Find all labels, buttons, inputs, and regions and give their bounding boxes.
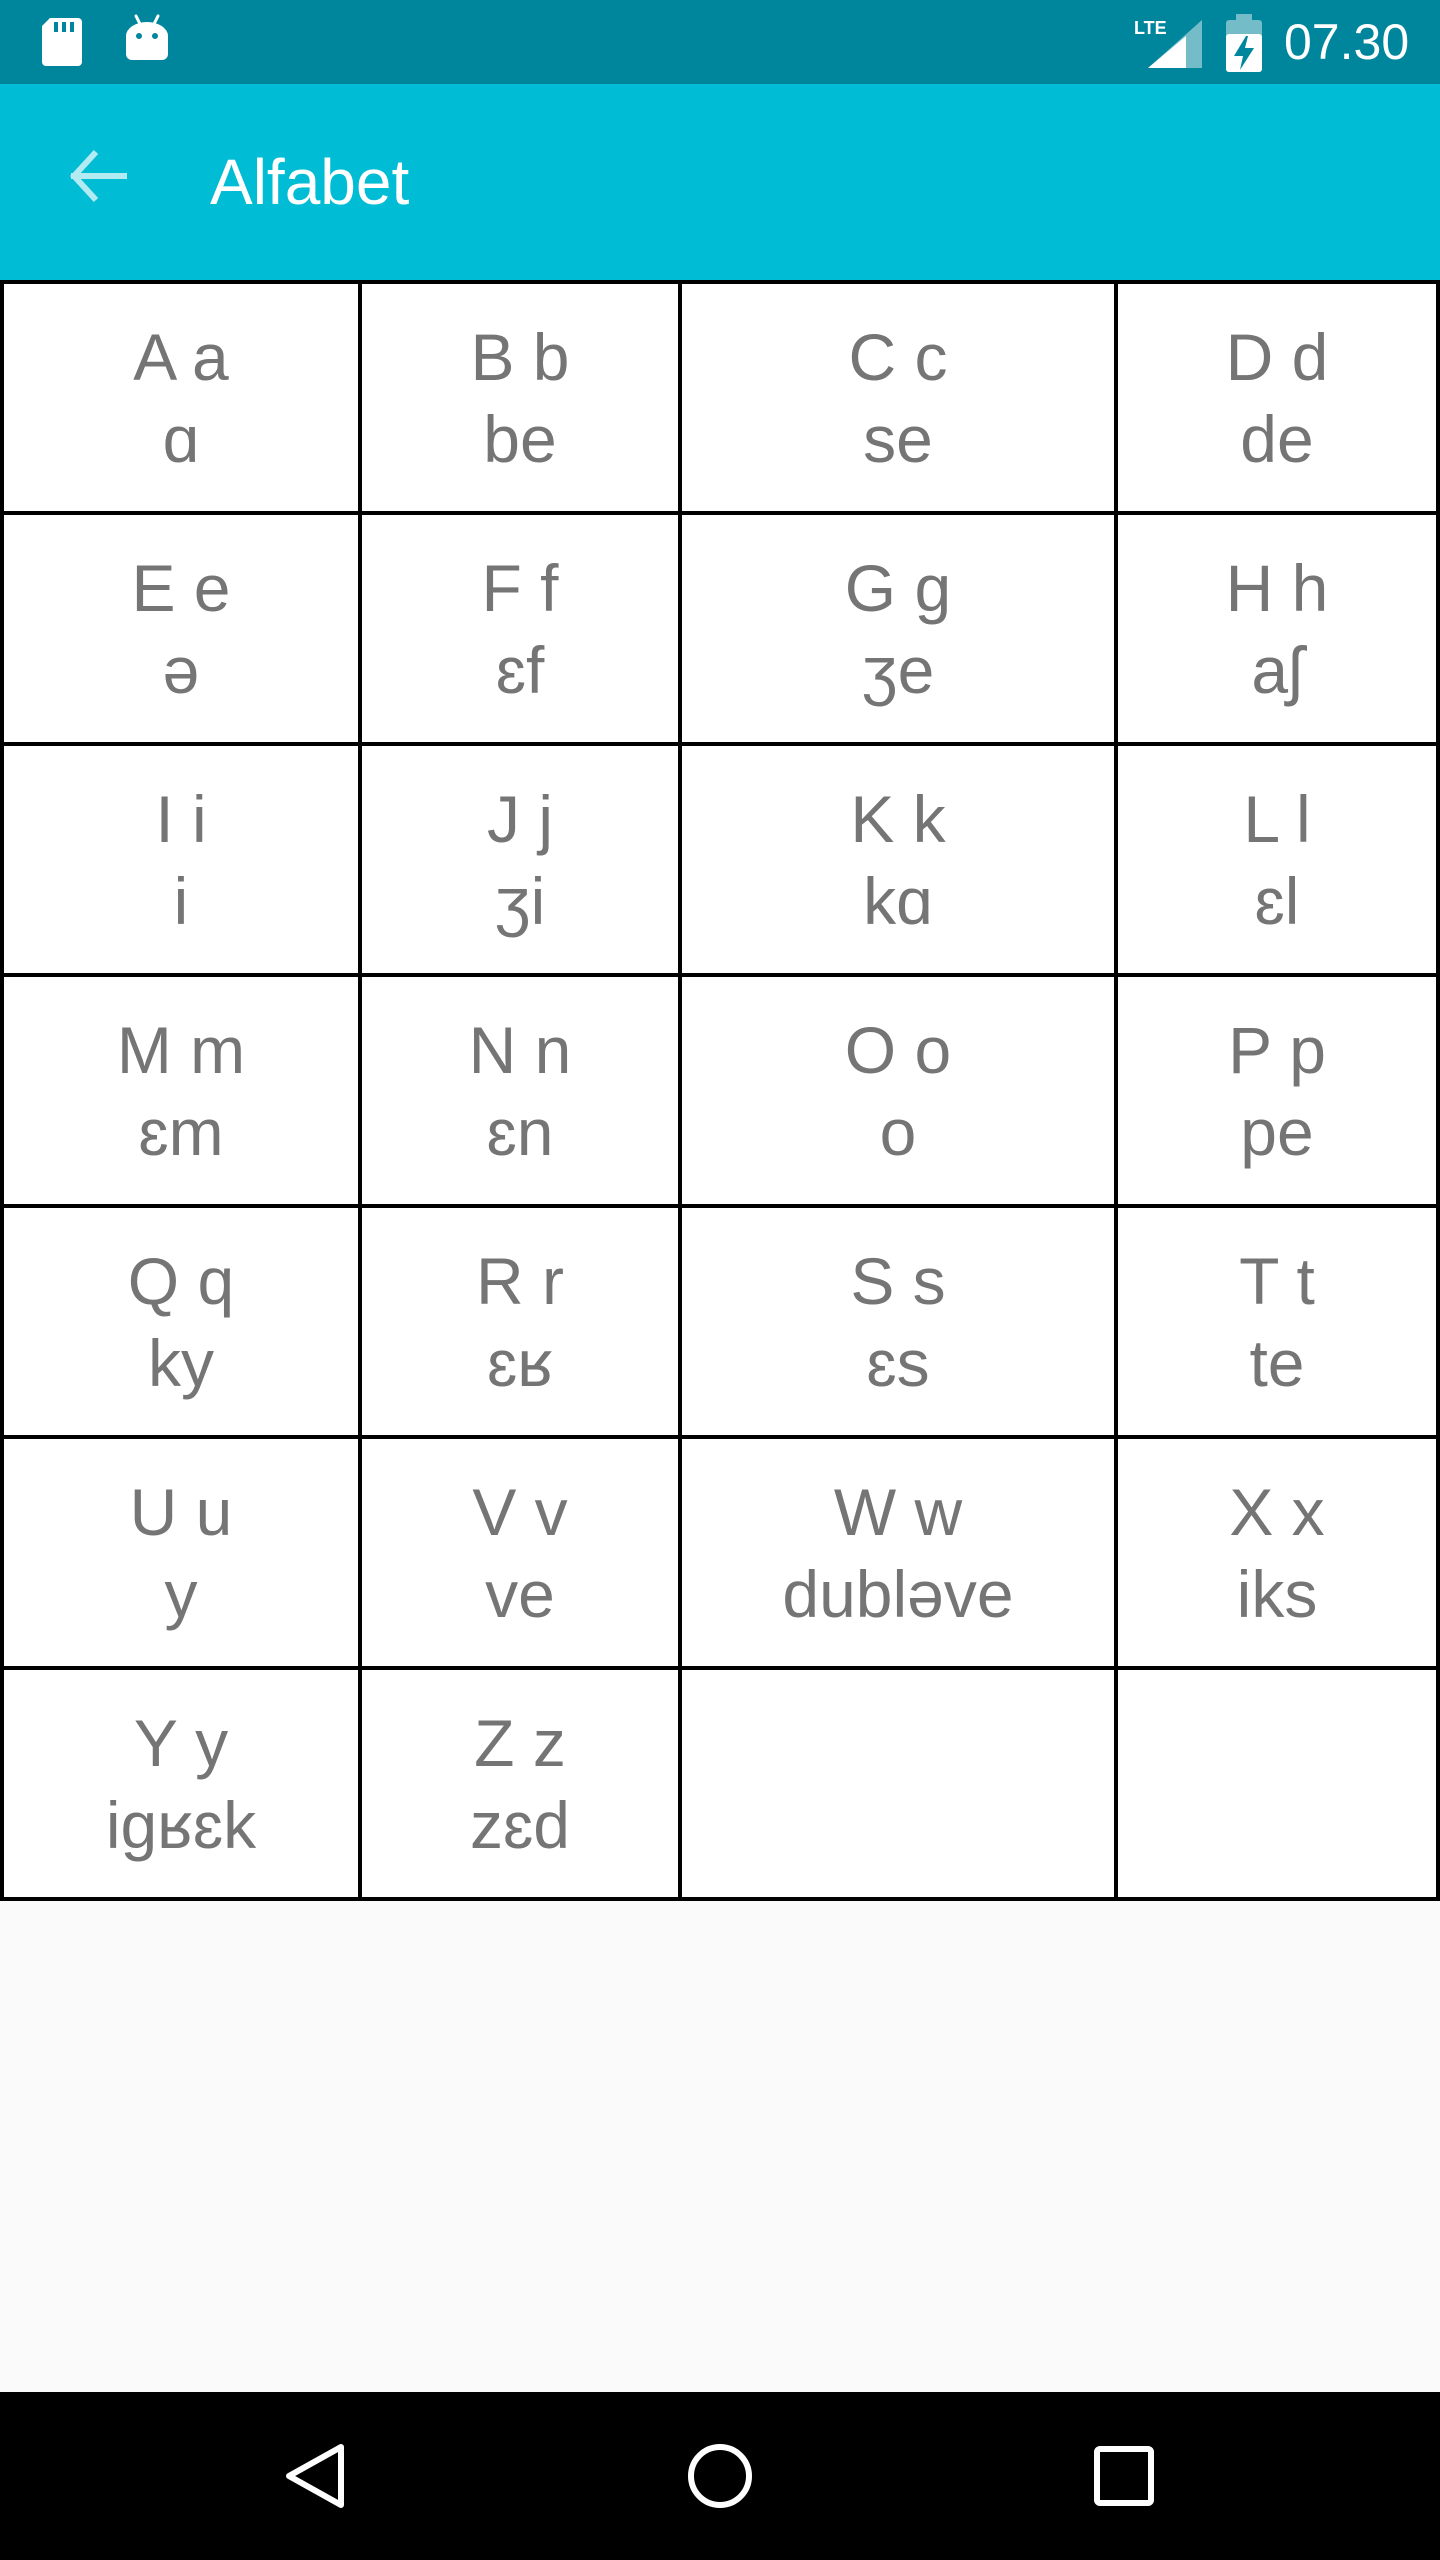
pronunciation-label: kɑ xyxy=(863,863,933,938)
android-icon xyxy=(124,14,170,64)
recents-square-icon xyxy=(1089,2441,1159,2511)
letter-label: M m xyxy=(116,1012,246,1087)
letter-label: L l xyxy=(1243,781,1311,856)
pronunciation-label: iks xyxy=(1236,1556,1318,1631)
nav-home-button[interactable] xyxy=(670,2426,770,2526)
battery-charging-icon xyxy=(1226,14,1262,72)
letter-label: W w xyxy=(833,1474,963,1549)
pronunciation-label: ɛl xyxy=(1254,863,1300,938)
alphabet-cell[interactable] xyxy=(1114,511,1440,746)
letter-label: P p xyxy=(1228,1012,1326,1087)
home-circle-icon xyxy=(685,2441,755,2511)
alphabet-cell[interactable] xyxy=(0,1435,362,1670)
letter-label: S s xyxy=(850,1243,946,1318)
pronunciation-label: ə xyxy=(162,632,200,707)
letter-label: Y y xyxy=(133,1705,229,1780)
pronunciation-label: ɛm xyxy=(138,1094,224,1169)
letter-label: O o xyxy=(844,1012,952,1087)
alphabet-cell[interactable] xyxy=(358,280,682,515)
letter-label: Q q xyxy=(127,1243,235,1318)
alphabet-cell[interactable] xyxy=(678,1204,1118,1439)
alphabet-cell[interactable] xyxy=(1114,1204,1440,1439)
letter-label: A a xyxy=(133,319,229,394)
letter-label: U u xyxy=(129,1474,233,1549)
pronunciation-label: i xyxy=(173,863,189,938)
pronunciation-label: ʒi xyxy=(494,863,546,938)
letter-label: X x xyxy=(1229,1474,1325,1549)
pronunciation-label: pe xyxy=(1240,1094,1314,1169)
alphabet-cell[interactable] xyxy=(1114,742,1440,977)
lte-signal-icon xyxy=(1134,16,1202,68)
pronunciation-label: te xyxy=(1249,1325,1305,1400)
alphabet-cell[interactable] xyxy=(678,511,1118,746)
letter-label: D d xyxy=(1225,319,1329,394)
pronunciation-label: ɑ xyxy=(162,401,200,476)
pronunciation-label: de xyxy=(1240,401,1314,476)
alphabet-cell[interactable] xyxy=(0,973,362,1208)
alphabet-cell[interactable] xyxy=(0,1204,362,1439)
pronunciation-label: ɛs xyxy=(866,1325,930,1400)
alphabet-cell[interactable] xyxy=(1114,280,1440,515)
alphabet-cell[interactable] xyxy=(358,742,682,977)
alphabet-cell[interactable] xyxy=(358,1204,682,1439)
alphabet-cell[interactable] xyxy=(358,511,682,746)
letter-label: K k xyxy=(850,781,946,856)
letter-label: V v xyxy=(472,1474,568,1549)
alphabet-cell[interactable] xyxy=(358,1435,682,1670)
back-triangle-icon xyxy=(281,2441,351,2511)
nav-back-button[interactable] xyxy=(266,2426,366,2526)
pronunciation-label: ʒe xyxy=(861,632,935,707)
alphabet-cell[interactable] xyxy=(678,973,1118,1208)
letter-label: F f xyxy=(481,550,559,625)
page-title: Alfabet xyxy=(210,146,410,218)
alphabet-cell[interactable] xyxy=(0,511,362,746)
arrow-left-icon xyxy=(66,144,130,208)
letter-label: N n xyxy=(468,1012,572,1087)
pronunciation-label: aʃ xyxy=(1251,632,1303,707)
letter-label: Z z xyxy=(474,1705,566,1780)
alphabet-cell[interactable] xyxy=(1114,1435,1440,1670)
pronunciation-label: ɛf xyxy=(495,632,545,707)
app-bar xyxy=(0,84,1440,280)
letter-label: B b xyxy=(470,319,570,394)
status-bar xyxy=(0,0,1440,84)
back-button[interactable] xyxy=(40,118,156,234)
alphabet-cell[interactable] xyxy=(0,1666,362,1901)
alphabet-cell[interactable] xyxy=(678,1666,1118,1901)
pronunciation-label: se xyxy=(863,401,933,476)
letter-label: I i xyxy=(155,781,207,856)
pronunciation-label: zɛd xyxy=(470,1787,570,1862)
alphabet-cell[interactable] xyxy=(358,973,682,1208)
alphabet-cell[interactable] xyxy=(0,742,362,977)
alphabet-cell[interactable] xyxy=(1114,1666,1440,1901)
alphabet-cell[interactable] xyxy=(1114,973,1440,1208)
pronunciation-label: be xyxy=(483,401,557,476)
pronunciation-label: ɛn xyxy=(486,1094,554,1169)
navigation-bar xyxy=(0,2392,1440,2560)
letter-label: H h xyxy=(1225,550,1329,625)
pronunciation-label: ɛʁ xyxy=(487,1325,553,1400)
letter-label: C c xyxy=(848,319,948,394)
letter-label: R r xyxy=(476,1243,564,1318)
letter-label: E e xyxy=(131,550,231,625)
letter-label: G g xyxy=(844,550,952,625)
alphabet-cell[interactable] xyxy=(678,280,1118,515)
pronunciation-label: ve xyxy=(485,1556,555,1631)
alphabet-cell[interactable] xyxy=(0,280,362,515)
status-clock: 07.30 xyxy=(1284,14,1410,70)
letter-label: J j xyxy=(487,781,553,856)
pronunciation-label: o xyxy=(879,1094,917,1169)
letter-label: T t xyxy=(1239,1243,1315,1318)
alphabet-cell[interactable] xyxy=(678,1435,1118,1670)
nav-recents-button[interactable] xyxy=(1074,2426,1174,2526)
svg-text:LTE: LTE xyxy=(1134,18,1167,38)
pronunciation-label: y xyxy=(164,1556,198,1631)
pronunciation-label: ky xyxy=(148,1325,214,1400)
alphabet-cell[interactable] xyxy=(678,742,1118,977)
alphabet-cell[interactable] xyxy=(358,1666,682,1901)
sd-card-icon xyxy=(42,18,82,66)
pronunciation-label: igʁɛk xyxy=(105,1787,257,1862)
pronunciation-label: dubləve xyxy=(782,1556,1014,1631)
